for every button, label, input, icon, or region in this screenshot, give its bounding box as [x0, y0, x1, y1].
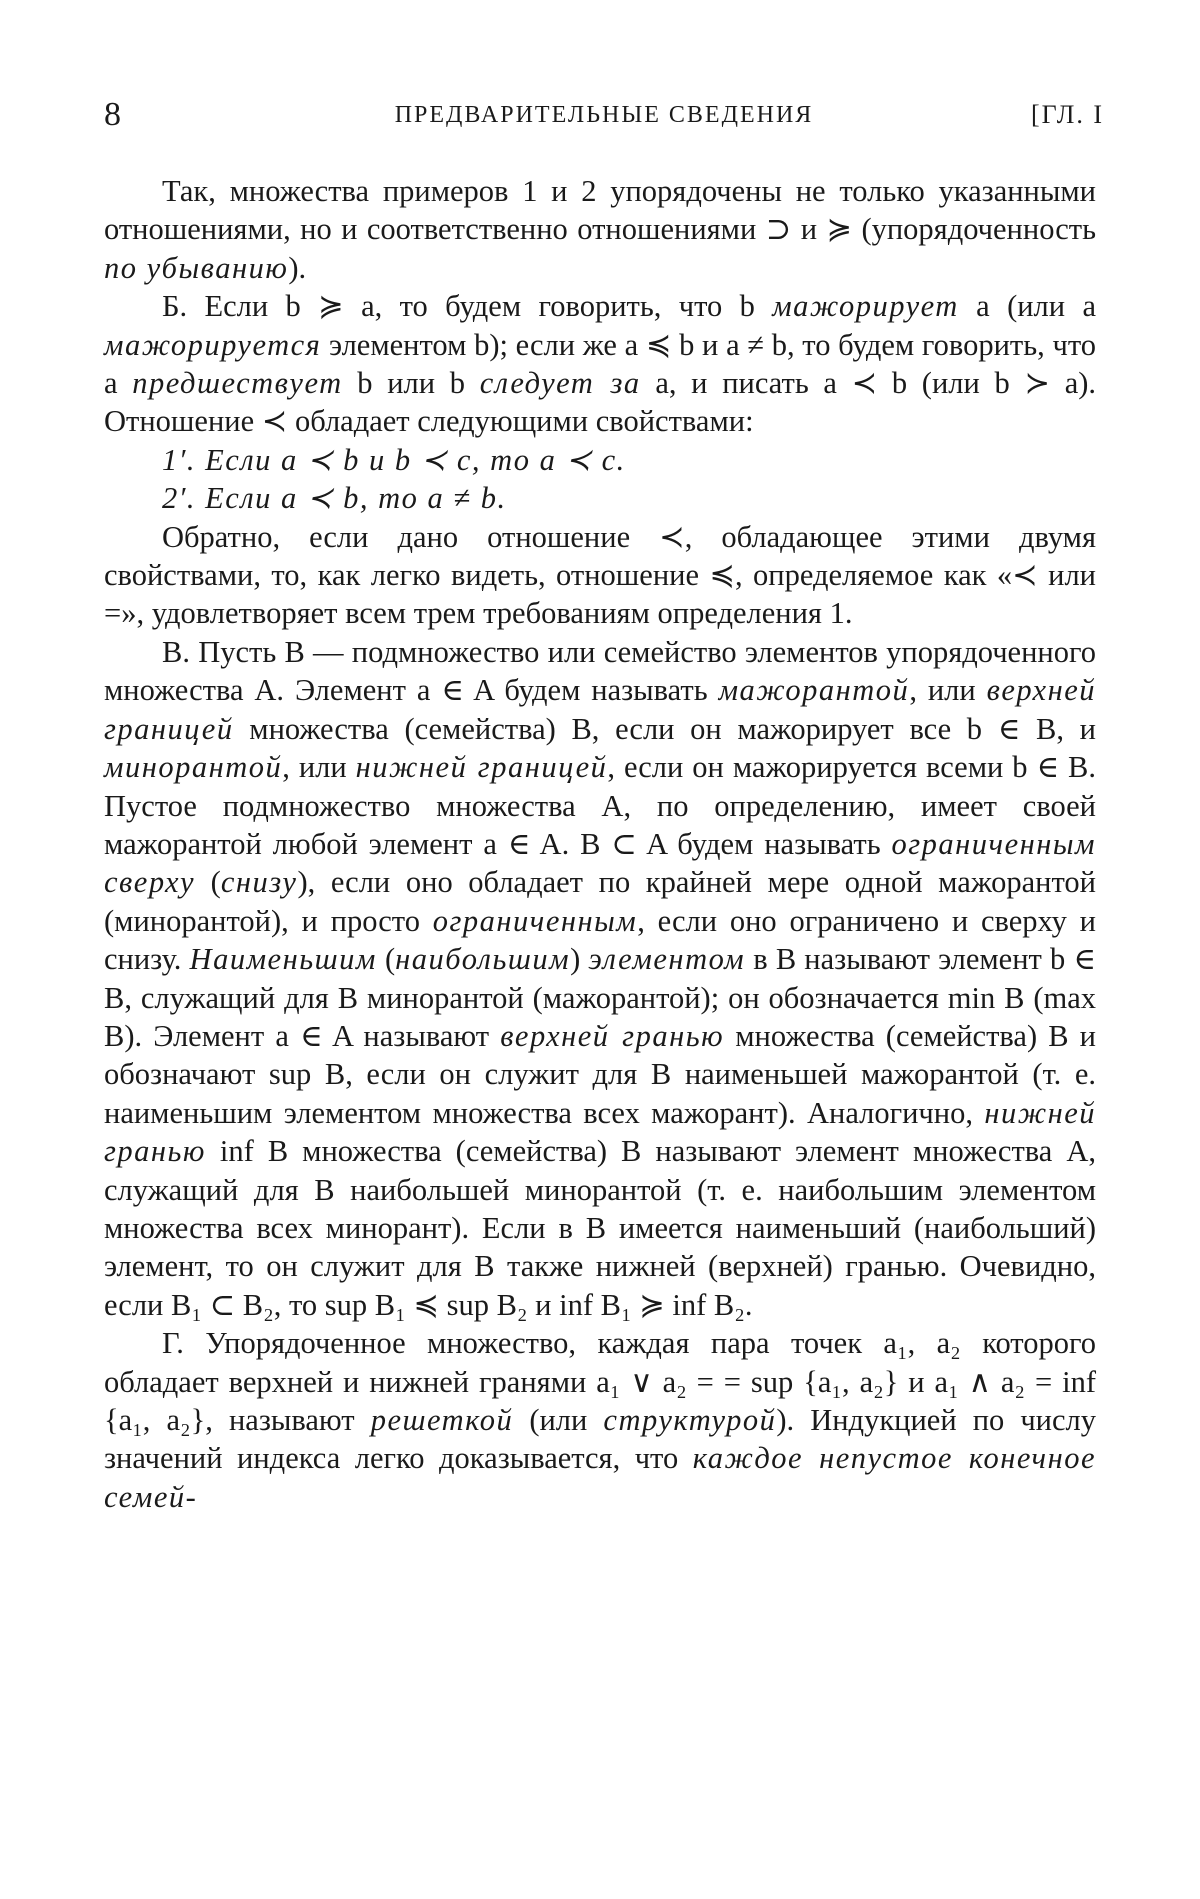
text: , если он мажорируется всеми b ∈ B. Пустое подмножество множества A, по определению, имеет своей мажорантой любой элемент a ∈ A. B ⊂ A будем называть — [104, 750, 1096, 861]
text: множества (семейства) B, если он мажорирует все b ∈ B, и — [233, 711, 1096, 746]
emphasis: ограниченным сверху — [104, 826, 1096, 900]
text: Г. Упорядоченное множество, каждая пара точек a₁, a₂ которого обладает верхней и нижней гранями a₁ ∨ a₂ = = sup {a₁, a₂} и a₁ ∧ a₂ = inf {a₁, a₂}, называют — [104, 1326, 1096, 1437]
chapter-marker: [ГЛ. I — [1030, 100, 1104, 129]
text: ). — [288, 250, 307, 285]
text: a, и писать a ≺ b (или b ≻ a). Отношение ≺ обладает следующими свойствами: — [104, 366, 1097, 439]
emphasis: Наименьшим — [189, 942, 377, 977]
emphasis: по убыванию — [104, 250, 289, 285]
emphasis: структурой — [603, 1403, 777, 1437]
text: ) — [570, 942, 589, 977]
text: (или — [513, 1403, 604, 1437]
text: , или — [909, 673, 987, 708]
emphasis: снизу — [220, 865, 298, 900]
page-header — [104, 96, 1104, 136]
paragraph-converse: Обратно, если дано отношение ≺, обладающее этими двумя свойствами, то, как легко видеть, отношение ≼, определяемое как «≺ или =», удовлетворяет всем трем требованиям определения 1. — [104, 519, 1096, 631]
text: ), если оно обладает по крайней мере одной мажорантой (минорантой), и просто — [104, 865, 1096, 938]
paragraph-v-bounds — [104, 633, 1096, 1324]
property-2 — [104, 479, 1096, 517]
page-body — [104, 172, 1096, 1516]
emphasis: ограниченным — [432, 903, 638, 938]
text: inf B множества (семейства) B называют элемент множества A, служащий для B наибольшей минорантой (т. е. наибольшим элементом множества всех минорант). Если в B имеется наименьший (наибольший) элемент, то он служит для B также нижней (верхней) гранью. Очевидно, если B₁ ⊂ B₂, то sup B₁ ≼ sup B₂ и inf B₁ ≽ inf B₂. — [104, 1134, 1096, 1322]
emphasis: нижней границей — [355, 750, 608, 785]
emphasis: верхней гранью — [500, 1018, 725, 1053]
paragraph-g-lattice — [104, 1324, 1096, 1516]
text: , или — [282, 750, 356, 785]
text: в B называют элемент b ∈ B, служащий для B минорантой (мажорантой); он обозначается min B (max B). Элемент a ∈ A называют — [104, 942, 1096, 1053]
text: b или b — [342, 366, 480, 401]
text: Так, множества примеров 1 и 2 упорядочены не только указанными отношениями, но и соответственно отношениями ⊃ и ≽ (упорядоченность — [104, 174, 1096, 247]
emphasis: решеткой — [370, 1403, 514, 1437]
emphasis: следует за — [479, 366, 641, 401]
emphasis: нижней гранью — [104, 1095, 1096, 1169]
property-1 — [104, 441, 1096, 479]
page-number: 8 — [104, 96, 121, 133]
text: ). Индукцией по числу значений индекса легко доказывается, что — [104, 1403, 1096, 1476]
emphasis: мажорируется — [104, 327, 322, 362]
text: ( — [376, 942, 396, 977]
emphasis: 2′. Если a ≺ b, то a ≠ b. — [162, 481, 507, 516]
paragraph-b-majorization — [104, 287, 1096, 441]
emphasis: минорантой — [104, 750, 283, 785]
text: Б. Если b ≽ a, то будем говорить, что b — [162, 289, 773, 324]
running-title: ПРЕДВАРИТЕЛЬНЫЕ СВЕДЕНИЯ — [394, 102, 814, 128]
text: , если оно ограничено и сверху и снизу. — [104, 903, 1096, 977]
emphasis: мажорирует — [772, 289, 959, 324]
emphasis: каждое непустое конечное семей- — [104, 1441, 1096, 1514]
text: В. Пусть B — подмножество или семейство элементов упорядоченного множества A. Элемент a ∈ A будем называть — [104, 634, 1096, 708]
emphasis: 1′. Если a ≺ b и b ≺ c, то a ≺ c. — [162, 442, 626, 477]
paragraph-ordering-examples — [104, 172, 1096, 287]
text: множества (семейства) B и обозначают sup B, если он служит для B наименьшей мажорантой (т. е. наименьшим элементом множества всех мажорант). Аналогично, — [104, 1018, 1096, 1130]
emphasis: элементом — [588, 942, 746, 977]
emphasis: верхней границей — [104, 673, 1096, 746]
emphasis: предшествует — [132, 366, 343, 401]
text: a (или a — [958, 289, 1096, 324]
emphasis: наибольшим — [395, 942, 571, 977]
emphasis: мажорантой — [718, 673, 910, 708]
text: элементом b); если же a ≼ b и a ≠ b, то будем говорить, что a — [104, 327, 1096, 401]
text: ( — [195, 865, 221, 900]
